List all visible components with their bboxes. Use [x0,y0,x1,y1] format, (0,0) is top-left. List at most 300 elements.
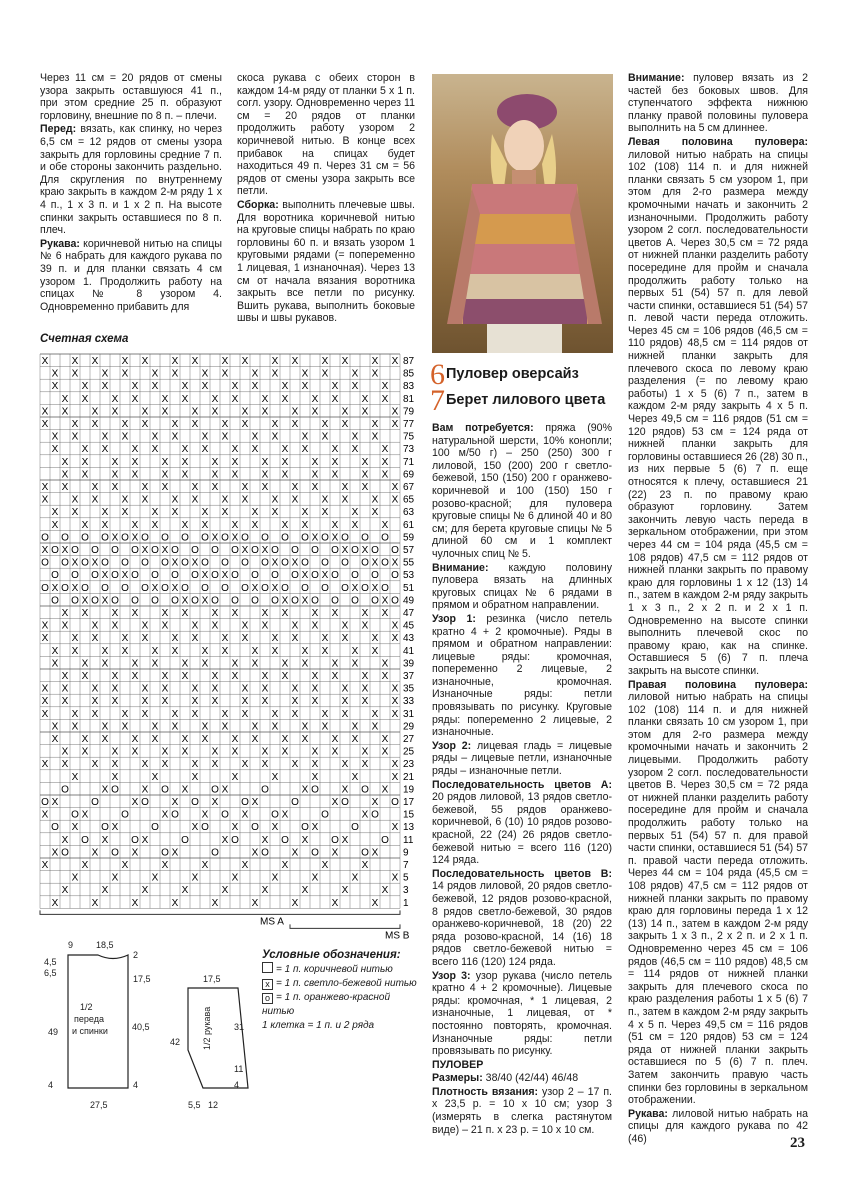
x-cell: X [321,419,329,430]
x-cell: X [171,645,179,657]
o-cell: O [221,582,229,594]
ms-b-label: MS B [385,930,410,942]
x-cell: X [51,368,59,380]
x-cell: X [371,356,379,367]
o-cell: O [41,797,49,808]
x-cell: X [301,885,309,897]
x-cell: X [311,532,319,544]
x-cell: X [231,658,239,670]
col3-paragraph: Последовательность цветов А: 20 рядов лиловой, 13 рядов светло-бежевой, 55 рядов оранжево-коричневой, 6 (10) 10 рядов розово-красной, 22 (24) 26 рядов светло-бежевой нитью = всего 116 (120) 124 ряда. [432,778,612,867]
o-cell: O [61,532,69,544]
x-cell: X [51,645,59,657]
x-cell: X [151,444,159,456]
o-cell: O [161,557,169,569]
x-cell: X [41,406,49,418]
x-cell: X [191,708,199,720]
x-cell: X [361,860,369,871]
row-number: 59 [403,532,415,544]
o-cell: O [331,595,339,607]
x-cell: X [381,608,389,619]
x-cell: X [141,759,149,771]
x-cell: X [361,545,369,556]
o-cell: O [261,557,269,569]
row-number: 79 [403,406,415,418]
o-cell: O [261,532,269,544]
x-cell: X [361,393,369,405]
pattern-headings [430,358,616,417]
x-cell: X [221,494,229,506]
x-cell: X [151,519,159,531]
schematic-diagram [38,940,258,1120]
x-cell: X [261,834,269,846]
o-cell: O [201,822,209,834]
x-cell: X [391,620,399,632]
o-cell: O [391,595,399,607]
x-cell: X [161,759,169,771]
o-cell: O [251,822,259,834]
x-cell: X [301,431,309,443]
x-cell: X [331,897,339,909]
x-cell: X [191,683,199,695]
x-cell: X [291,406,299,418]
x-cell: X [141,406,149,418]
x-cell: X [151,507,159,519]
o-cell: O [41,557,49,569]
o-cell: O [251,545,259,556]
row-number: 35 [403,683,415,695]
row-number: 81 [403,393,415,405]
x-cell: X [131,456,139,468]
x-cell: X [131,897,139,909]
x-cell: X [111,771,119,783]
x-cell: X [231,393,239,405]
x-cell: X [71,507,79,519]
x-cell: X [371,494,379,506]
row-number: 7 [403,860,409,871]
x-cell: X [331,658,339,670]
x-cell: X [191,406,199,418]
x-cell: X [351,444,359,456]
x-cell: X [211,797,219,808]
x-cell: X [211,696,219,708]
x-cell: X [171,368,179,380]
o-cell: O [211,545,219,556]
x-cell: X [51,658,59,670]
x-cell: X [201,860,209,871]
x-cell: X [251,368,259,380]
x-cell: X [201,645,209,657]
x-cell: X [71,494,79,506]
x-cell: X [51,734,59,745]
x-cell: X [341,356,349,367]
x-cell: X [291,494,299,506]
x-cell: X [81,658,89,670]
x-cell: X [211,759,219,771]
x-cell: X [181,746,189,758]
x-cell: X [131,519,139,531]
row-number: 3 [403,885,409,897]
dim-l3: 49 [48,1027,59,1037]
x-cell: X [241,759,249,771]
x-cell: X [121,494,129,506]
x-cell: X [221,368,229,380]
x-cell: X [161,545,169,556]
x-cell: X [361,671,369,682]
x-cell: X [151,368,159,380]
o-cell: O [151,570,159,582]
x-cell: X [361,809,369,821]
x-cell: X [311,393,319,405]
col3-paragraph: Последовательность цветов В: 14 рядов лиловой, 20 рядов светло-бежевой, 12 рядов розово-красной, 8 рядов светло-бежевой, 30 рядов оранжево-коричневой, 18 (20) 22 ряда розово-красной, 14 (16) 18 рядов светло-бежевой нитью = всего 116 (120) 124 ряда. [432,867,612,968]
x-cell: X [191,494,199,506]
x-cell: X [391,633,399,645]
x-cell: X [71,582,79,594]
x-cell: X [51,897,59,909]
row-number: 25 [403,746,415,758]
o-cell: O [271,595,279,607]
counting-chart [38,352,424,942]
x-cell: X [201,444,209,456]
x-cell: X [281,469,289,481]
x-cell: X [141,633,149,645]
x-cell: X [51,431,59,443]
o-cell: O [301,557,309,569]
x-cell: X [361,696,369,708]
x-cell: X [111,822,119,834]
o-cell: O [101,557,109,569]
o-cell: O [111,595,119,607]
x-cell: X [341,633,349,645]
x-cell: X [251,444,259,456]
x-cell: X [141,696,149,708]
x-cell: X [91,683,99,695]
o-cell: O [201,582,209,594]
x-cell: X [311,746,319,758]
x-cell: X [51,381,59,393]
col4-paragraph: Внимание: пуловер вязать из 2 частей без боковых швов. Для ступенчатого эффекта нижнюю планку правой половины пуловера выполнить на 5 см длиннее. [628,72,808,135]
x-cell: X [261,885,269,897]
x-cell: X [371,582,379,594]
x-cell: X [291,356,299,367]
col2-paragraph: Сборка: выполнить плечевые швы. Для воротника коричневой нитью на круговые спицы набрать по краю горловины 60 п. и вязать узором 1 круговыми рядами (= попеременно 1 лицевая, 1 изнаночная). Через 13 см от начала вязания воротника закрыть все петли по рисунку. Вшить рукава, выполнить боковые швы и швы рукавов. [237,198,415,325]
o-cell: O [231,545,239,556]
x-cell: X [331,393,339,405]
x-cell: X [201,658,209,670]
x-cell: X [71,419,79,430]
x-cell: X [141,356,149,367]
o-cell: O [341,582,349,594]
x-cell: X [371,797,379,808]
legend-title: Условные обозначения: [262,949,401,961]
x-cell: X [91,419,99,430]
x-cell: X [341,708,349,720]
x-cell: X [311,456,319,468]
x-cell: X [371,633,379,645]
x-cell: X [201,721,209,733]
x-cell: X [101,595,109,607]
x-cell: X [311,771,319,783]
o-cell: O [311,595,319,607]
o-cell: O [141,532,149,544]
text-column-4 [628,72,808,1146]
x-cell: X [201,809,209,821]
o-cell: O [191,797,199,808]
x-cell: X [211,482,219,493]
x-cell: X [81,595,89,607]
o-cell: O [281,834,289,846]
legend [262,948,422,1033]
x-cell: X [191,633,199,645]
x-cell: X [231,822,239,834]
x-cell: X [221,834,229,846]
o-cell: O [311,847,319,859]
o-cell: O [391,797,399,808]
x-cell: X [281,444,289,456]
x-cell: X [41,419,49,430]
x-cell: X [171,431,179,443]
x-cell: X [231,746,239,758]
x-cell: X [201,734,209,745]
x-cell: X [131,532,139,544]
x-cell: X [271,431,279,443]
x-cell: X [61,620,69,632]
o-cell: O [241,532,249,544]
o-cell: O [61,582,69,594]
x-cell: X [271,872,279,884]
row-number: 41 [403,645,415,657]
col3-paragraph: Узор 2: лицевая гладь = лицевые ряды – лицевые петли, изнаночные ряды – изнаночные петли. [432,739,613,778]
x-cell: X [181,734,189,745]
x-cell: X [81,809,89,821]
x-cell: X [361,683,369,695]
x-cell: X [61,469,69,481]
x-cell: X [331,671,339,682]
col3-paragraph: ПУЛОВЕР [432,1058,484,1071]
o-cell: O [41,532,49,544]
o-cell: O [131,834,139,846]
x-cell: X [61,608,69,619]
row-number: 29 [403,721,415,733]
x-cell: X [211,683,219,695]
x-cell: X [201,431,209,443]
row-number: 51 [403,582,415,594]
x-cell: X [81,469,89,481]
x-cell: X [211,393,219,405]
x-cell: X [141,885,149,897]
x-cell: X [41,683,49,695]
x-cell: X [301,381,309,393]
x-cell: X [371,708,379,720]
x-cell: X [101,519,109,531]
x-cell: X [101,444,109,456]
row-number: 39 [403,658,415,670]
x-cell: X [271,419,279,430]
o-cell: O [361,582,369,594]
x-cell: X [381,784,389,796]
x-cell: X [381,393,389,405]
o-cell: O [61,784,69,796]
x-cell: X [221,356,229,367]
front-label-1: 1/2 [80,1002,93,1012]
x-cell: X [351,771,359,783]
x-cell: X [161,469,169,481]
x-cell: X [301,570,309,582]
x-cell: X [361,482,369,493]
x-cell: X [241,683,249,695]
o-cell: O [181,532,189,544]
o-cell: O [51,570,59,582]
o-cell: O [131,545,139,556]
x-cell: X [391,822,399,834]
x-cell: X [231,532,239,544]
x-cell: X [311,671,319,682]
x-cell: X [171,356,179,367]
o-cell: O [71,595,79,607]
x-cell: X [101,570,109,582]
x-cell: X [291,708,299,720]
x-cell: X [311,482,319,493]
x-cell: X [171,507,179,519]
x-cell: X [121,368,129,380]
col1-paragraph: Перед: вязать, как спинку, но через 6,5 см = 12 рядов от смены узора закрыть для горловины средние 7 п. и обе стороны закончить раздельно. Для скругления по внутреннему краю закрыть в каждом 2-м ряду 1 х 4 п., 1 х 3 п. и 1 х 2 п. На высоте спинки закрыть оставшиеся по 8 п. плеч. [40,123,222,237]
x-cell: X [121,721,129,733]
chart-title: Счетная схема [40,333,129,345]
o-cell: O [311,545,319,556]
x-cell: X [391,494,399,506]
x-cell: X [221,431,229,443]
x-cell: X [251,734,259,745]
x-cell: X [271,708,279,720]
x-cell: X [51,582,59,594]
x-cell: X [311,683,319,695]
x-cell: X [291,633,299,645]
x-cell: X [61,456,69,468]
x-cell: X [181,608,189,619]
x-cell: X [241,494,249,506]
o-cell: O [191,545,199,556]
x-cell: X [321,633,329,645]
x-cell: X [191,822,199,834]
o-cell: O [151,595,159,607]
o-cell: O [321,557,329,569]
o-cell: O [361,532,369,544]
x-cell: X [201,507,209,519]
x-cell: X [291,419,299,430]
o-cell: O [291,570,299,582]
x-cell: X [341,834,349,846]
o-cell: O [171,570,179,582]
x-cell: X [381,595,389,607]
x-cell: X [91,620,99,632]
x-cell: X [291,482,299,493]
x-cell: X [141,784,149,796]
dim-width: 27,5 [90,1100,108,1110]
o-cell: O [331,545,339,556]
x-cell: X [341,696,349,708]
ms-a-label: MS A [260,916,284,928]
heading-beret: Берет лилового цвета [446,392,606,408]
x-cell: X [371,645,379,657]
x-cell: X [261,671,269,682]
x-cell: X [391,771,399,783]
x-cell: X [261,545,269,556]
x-cell: X [271,356,279,367]
o-cell: O [211,570,219,582]
x-cell: X [221,721,229,733]
o-cell: O [381,834,389,846]
x-cell: X [131,746,139,758]
x-cell: X [61,671,69,682]
row-number: 87 [403,356,415,367]
x-cell: X [231,671,239,682]
dim-r2: 17,5 [133,974,151,984]
x-cell: X [161,620,169,632]
x-cell: X [231,456,239,468]
x-cell: X [61,683,69,695]
o-cell: O [281,532,289,544]
x-cell: X [111,393,119,405]
dim-top2: 18,5 [96,940,114,950]
x-cell: X [161,406,169,418]
x-cell: X [111,696,119,708]
x-cell: X [241,356,249,367]
x-cell: X [161,671,169,682]
x-cell: X [321,721,329,733]
x-cell: X [41,633,49,645]
x-cell: X [91,494,99,506]
x-cell: X [381,469,389,481]
row-number: 49 [403,595,415,607]
x-cell: X [151,381,159,393]
x-cell: X [181,456,189,468]
x-cell: X [241,696,249,708]
dim-r1: 2 [133,950,139,960]
x-cell: X [281,860,289,871]
x-cell: X [141,545,149,556]
o-cell: O [361,557,369,569]
x-cell: X [191,356,199,367]
o-cell: O [151,545,159,556]
o-cell: O [341,797,349,808]
x-cell: X [351,645,359,657]
x-cell: X [81,608,89,619]
x-cell: X [141,683,149,695]
x-cell: X [171,494,179,506]
o-cell: O [341,557,349,569]
x-cell: X [41,494,49,506]
x-cell: X [101,381,109,393]
x-cell: X [131,393,139,405]
x-cell: X [51,721,59,733]
x-cell: X [141,620,149,632]
x-cell: X [261,696,269,708]
x-cell: X [311,469,319,481]
row-number: 33 [403,696,415,708]
x-cell: X [351,582,359,594]
x-cell: X [41,708,49,720]
x-cell: X [391,356,399,367]
x-cell: X [161,608,169,619]
x-cell: X [201,595,209,607]
x-cell: X [41,482,49,493]
o-cell: O [81,557,89,569]
x-cell: X [361,608,369,619]
o-cell: O [91,595,99,607]
o-cell: O [271,809,279,821]
o-cell: O [81,834,89,846]
o-cell: O [71,570,79,582]
o-cell: O [121,582,129,594]
